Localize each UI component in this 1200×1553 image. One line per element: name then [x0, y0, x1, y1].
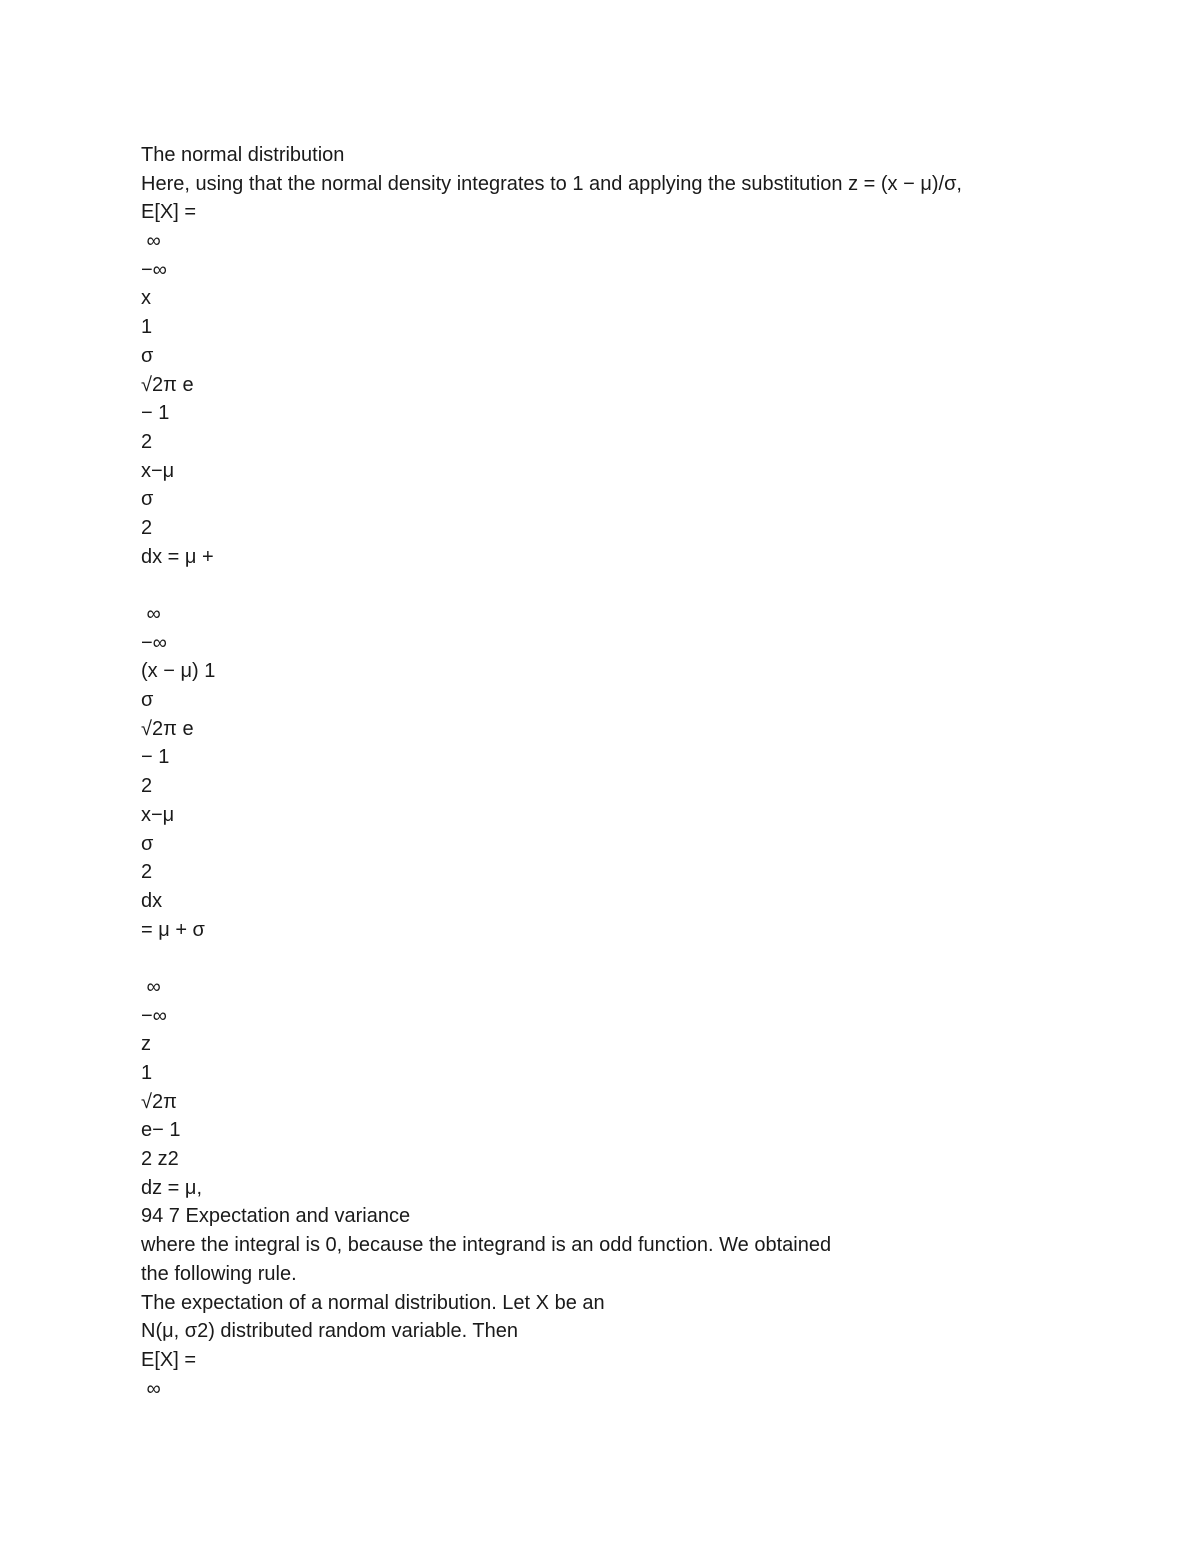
text-line: −∞: [141, 631, 167, 654]
text-line: ∞: [141, 1377, 161, 1400]
text-line: √2π: [141, 1090, 177, 1113]
text-line: x: [141, 287, 151, 310]
text-line: σ: [141, 344, 154, 367]
text-line: −∞: [141, 258, 167, 281]
text-line: − 1: [141, 746, 170, 769]
text-line: ∞: [141, 230, 161, 253]
text-line: 2: [141, 430, 153, 453]
text-line: 1: [141, 1062, 153, 1084]
text-line: z: [141, 1033, 151, 1056]
text-line: σ: [141, 832, 154, 855]
text-line: σ: [141, 488, 154, 511]
text-line: 2 z2: [141, 1148, 179, 1171]
text-line: dx: [141, 889, 163, 912]
blank-line: [141, 944, 1141, 973]
blank-line: [141, 571, 1141, 600]
text-line: the following rule.: [141, 1262, 297, 1285]
document-title: The normal distribution: [141, 144, 345, 166]
document-text: [141, 141, 1141, 1403]
text-line: 2: [141, 861, 153, 884]
text-line: √2π e: [141, 373, 194, 396]
section-header: 94 7 Expectation and variance: [141, 1205, 411, 1228]
text-line: x−μ: [141, 803, 175, 826]
text-line: ∞: [141, 603, 161, 625]
text-line: dx = μ +: [141, 545, 214, 568]
text-line: σ: [141, 689, 154, 712]
text-line: N(μ, σ2) distributed random variable. Then: [141, 1320, 519, 1343]
text-line: dz = μ,: [141, 1176, 202, 1199]
text-line: − 1: [141, 402, 170, 425]
text-line: −∞: [141, 1004, 167, 1027]
text-line: (x − μ) 1: [141, 660, 216, 683]
text-line: 1: [141, 316, 153, 339]
text-line: √2π e: [141, 717, 194, 740]
text-line: where the integral is 0, because the integrand is an odd function. We obtained: [141, 1234, 832, 1257]
text-line: x−μ: [141, 459, 175, 482]
text-line: 2: [141, 775, 153, 798]
text-line: Here, using that the normal density integrates to 1 and applying the substitution z = (x − μ)/σ,: [141, 172, 962, 195]
text-line: E[X] =: [141, 1348, 197, 1371]
text-line: The expectation of a normal distribution. Let X be an: [141, 1291, 605, 1314]
text-line: 2: [141, 516, 153, 539]
text-line: ∞: [141, 975, 161, 998]
text-line: e− 1: [141, 1119, 181, 1142]
text-line: = μ + σ: [141, 918, 205, 941]
text-line: E[X] =: [141, 201, 197, 224]
